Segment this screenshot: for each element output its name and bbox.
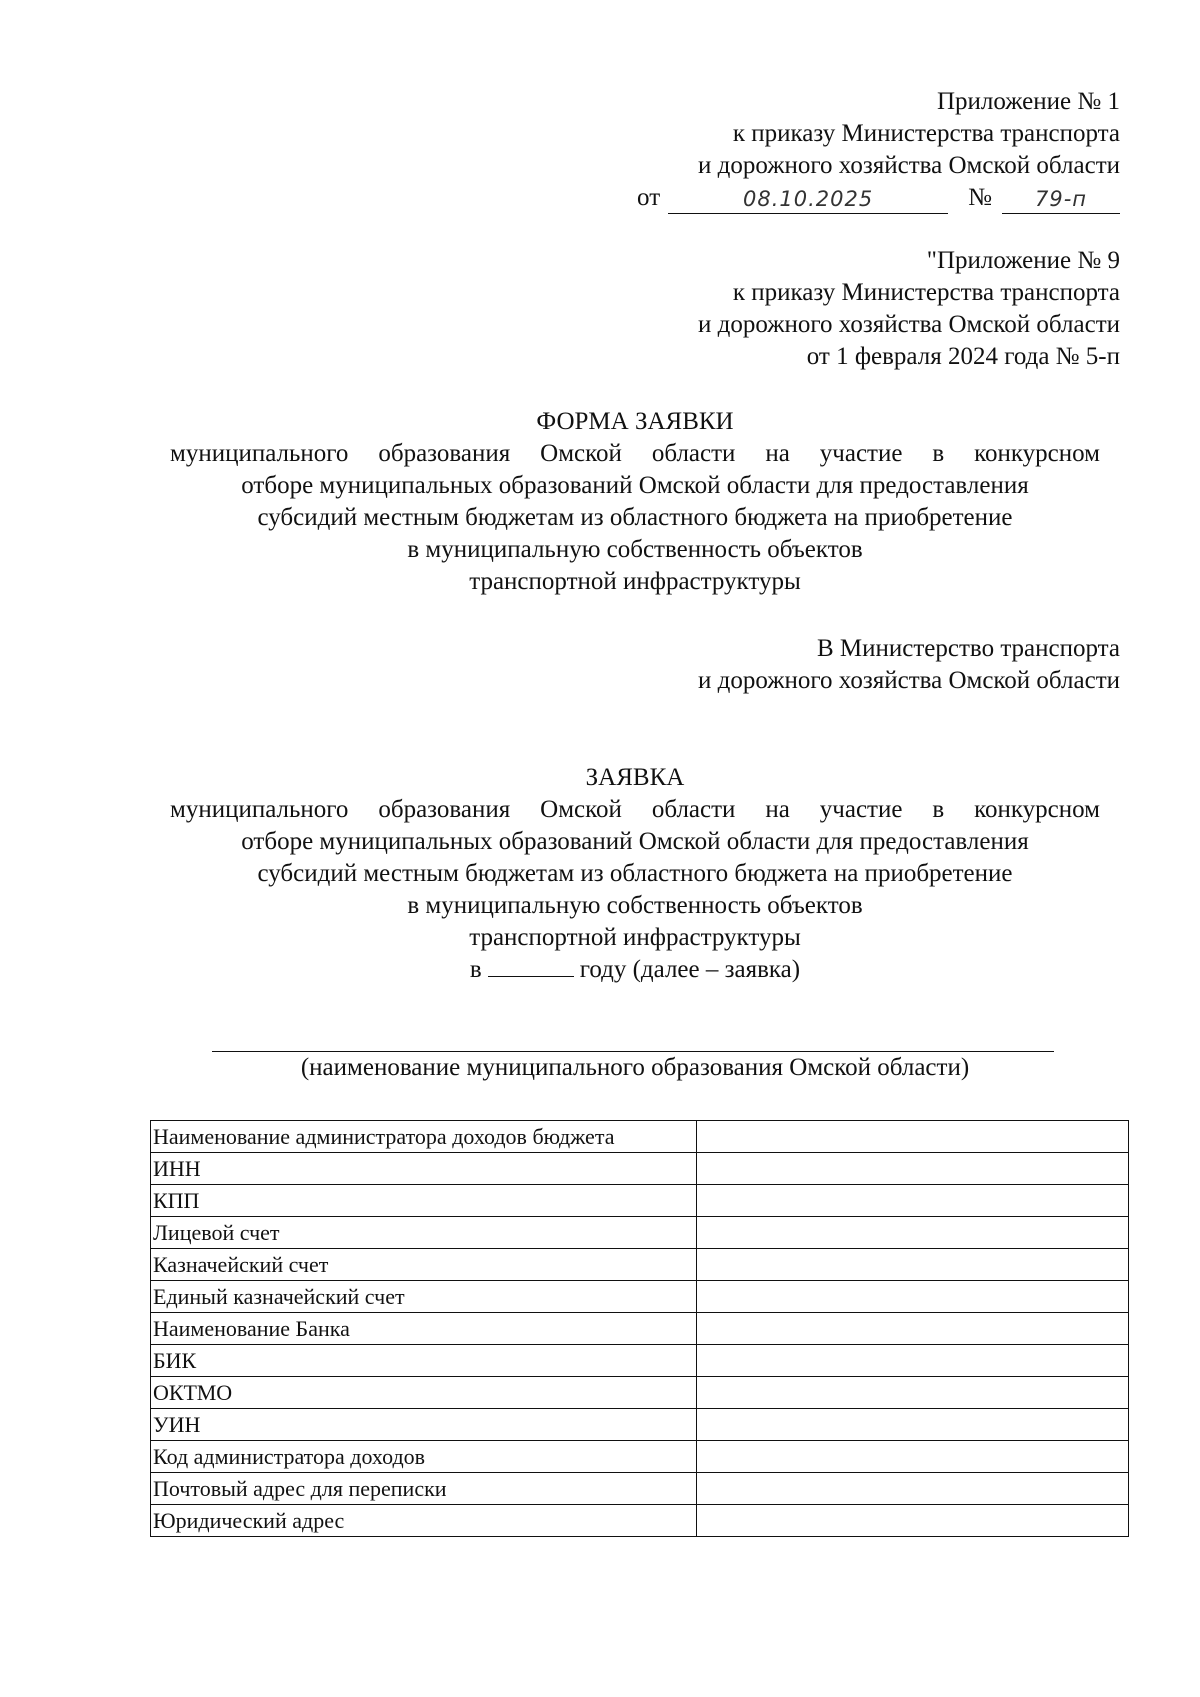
appendix-old-line2: к приказу Министерства транспорта xyxy=(732,279,1120,306)
application-heading-line5: транспортной инфраструктуры xyxy=(469,924,801,951)
requisites-table xyxy=(150,1120,1129,1537)
appendix-new-line3: и дорожного хозяйства Омской области xyxy=(698,152,1120,179)
table-row xyxy=(151,1505,1129,1537)
requisite-label: Юридический адрес xyxy=(151,1505,697,1537)
requisite-value xyxy=(697,1409,1129,1441)
requisite-label: Код администратора доходов xyxy=(151,1441,697,1473)
form-title: ФОРМА ЗАЯВКИ xyxy=(536,408,734,435)
addressee-block xyxy=(698,633,1120,697)
table-row xyxy=(151,1281,1129,1313)
requisite-value xyxy=(697,1281,1129,1313)
appendix-new-order-line xyxy=(637,182,1120,214)
requisite-value xyxy=(697,1217,1129,1249)
application-heading-line4: в муниципальную собственность объектов xyxy=(407,892,863,919)
addressee-line1: В Министерство транспорта xyxy=(817,635,1120,662)
requisite-value xyxy=(697,1441,1129,1473)
appendix-new-title: Приложение № 1 xyxy=(936,88,1120,115)
table-row xyxy=(151,1249,1129,1281)
table-row xyxy=(151,1153,1129,1185)
requisite-label: Лицевой счет xyxy=(151,1217,697,1249)
requisite-value xyxy=(697,1185,1129,1217)
order-number-handwritten: 79-п xyxy=(1034,187,1088,211)
form-heading-line2: отборе муниципальных образований Омской области для предоставления xyxy=(241,472,1029,499)
table-row xyxy=(151,1121,1129,1153)
form-heading xyxy=(170,406,1100,598)
application-heading xyxy=(170,762,1100,986)
requisite-label: КПП xyxy=(151,1185,697,1217)
requisite-label: Наименование Банка xyxy=(151,1313,697,1345)
form-heading-line3: субсидий местным бюджетам из областного бюджета на приобретение xyxy=(257,504,1013,531)
requisite-label: Наименование администратора доходов бюджета xyxy=(151,1121,697,1153)
requisite-value xyxy=(697,1249,1129,1281)
requisite-value xyxy=(697,1345,1129,1377)
table-row xyxy=(151,1441,1129,1473)
appendix-old-line4: от 1 февраля 2024 года № 5-п xyxy=(806,343,1120,370)
appendix-new-block xyxy=(637,86,1120,214)
table-row xyxy=(151,1217,1129,1249)
application-title: ЗАЯВКА xyxy=(585,764,685,791)
requisite-value xyxy=(697,1121,1129,1153)
requisite-label: ОКТМО xyxy=(151,1377,697,1409)
year-prefix: в xyxy=(469,956,482,983)
form-heading-line4: в муниципальную собственность объектов xyxy=(407,536,863,563)
appendix-new-line2: к приказу Министерства транспорта xyxy=(732,120,1120,147)
requisite-value xyxy=(697,1153,1129,1185)
appendix-old-line3: и дорожного хозяйства Омской области xyxy=(698,311,1120,338)
requisite-value xyxy=(697,1505,1129,1537)
year-suffix: году (далее – заявка) xyxy=(579,956,801,983)
order-number-prefix: № xyxy=(968,184,992,211)
table-row xyxy=(151,1473,1129,1505)
table-row xyxy=(151,1185,1129,1217)
application-heading-line3: субсидий местным бюджетам из областного бюджета на приобретение xyxy=(257,860,1013,887)
order-date-field xyxy=(668,187,948,214)
requisite-label: Почтовый адрес для переписки xyxy=(151,1473,697,1505)
application-heading-line2: отборе муниципальных образований Омской области для предоставления xyxy=(241,828,1029,855)
order-date-prefix: от xyxy=(637,184,661,211)
form-heading-line1: муниципального образования Омской области на участие в конкурсном xyxy=(170,440,1100,467)
requisite-value xyxy=(697,1377,1129,1409)
table-row xyxy=(151,1377,1129,1409)
requisite-label: ИНН xyxy=(151,1153,697,1185)
requisite-value xyxy=(697,1313,1129,1345)
form-heading-line5: транспортной инфраструктуры xyxy=(469,568,801,595)
requisite-label: Казначейский счет xyxy=(151,1249,697,1281)
table-row xyxy=(151,1313,1129,1345)
table-row xyxy=(151,1345,1129,1377)
order-number-field xyxy=(1002,187,1120,214)
application-year-line xyxy=(170,954,1100,986)
requisite-label: БИК xyxy=(151,1345,697,1377)
requisite-value xyxy=(697,1473,1129,1505)
requisite-label: Единый казначейский счет xyxy=(151,1281,697,1313)
year-blank-field xyxy=(488,954,574,977)
addressee-line2: и дорожного хозяйства Омской области xyxy=(698,667,1120,694)
requisite-label: УИН xyxy=(151,1409,697,1441)
application-heading-line1: муниципального образования Омской области на участие в конкурсном xyxy=(170,796,1100,823)
appendix-old-block xyxy=(698,245,1120,373)
order-date-handwritten: 08.10.2025 xyxy=(743,187,874,211)
appendix-old-title: "Приложение № 9 xyxy=(926,247,1120,274)
table-row xyxy=(151,1409,1129,1441)
municipality-name-caption: (наименование муниципального образования Омской области) xyxy=(300,1054,970,1081)
